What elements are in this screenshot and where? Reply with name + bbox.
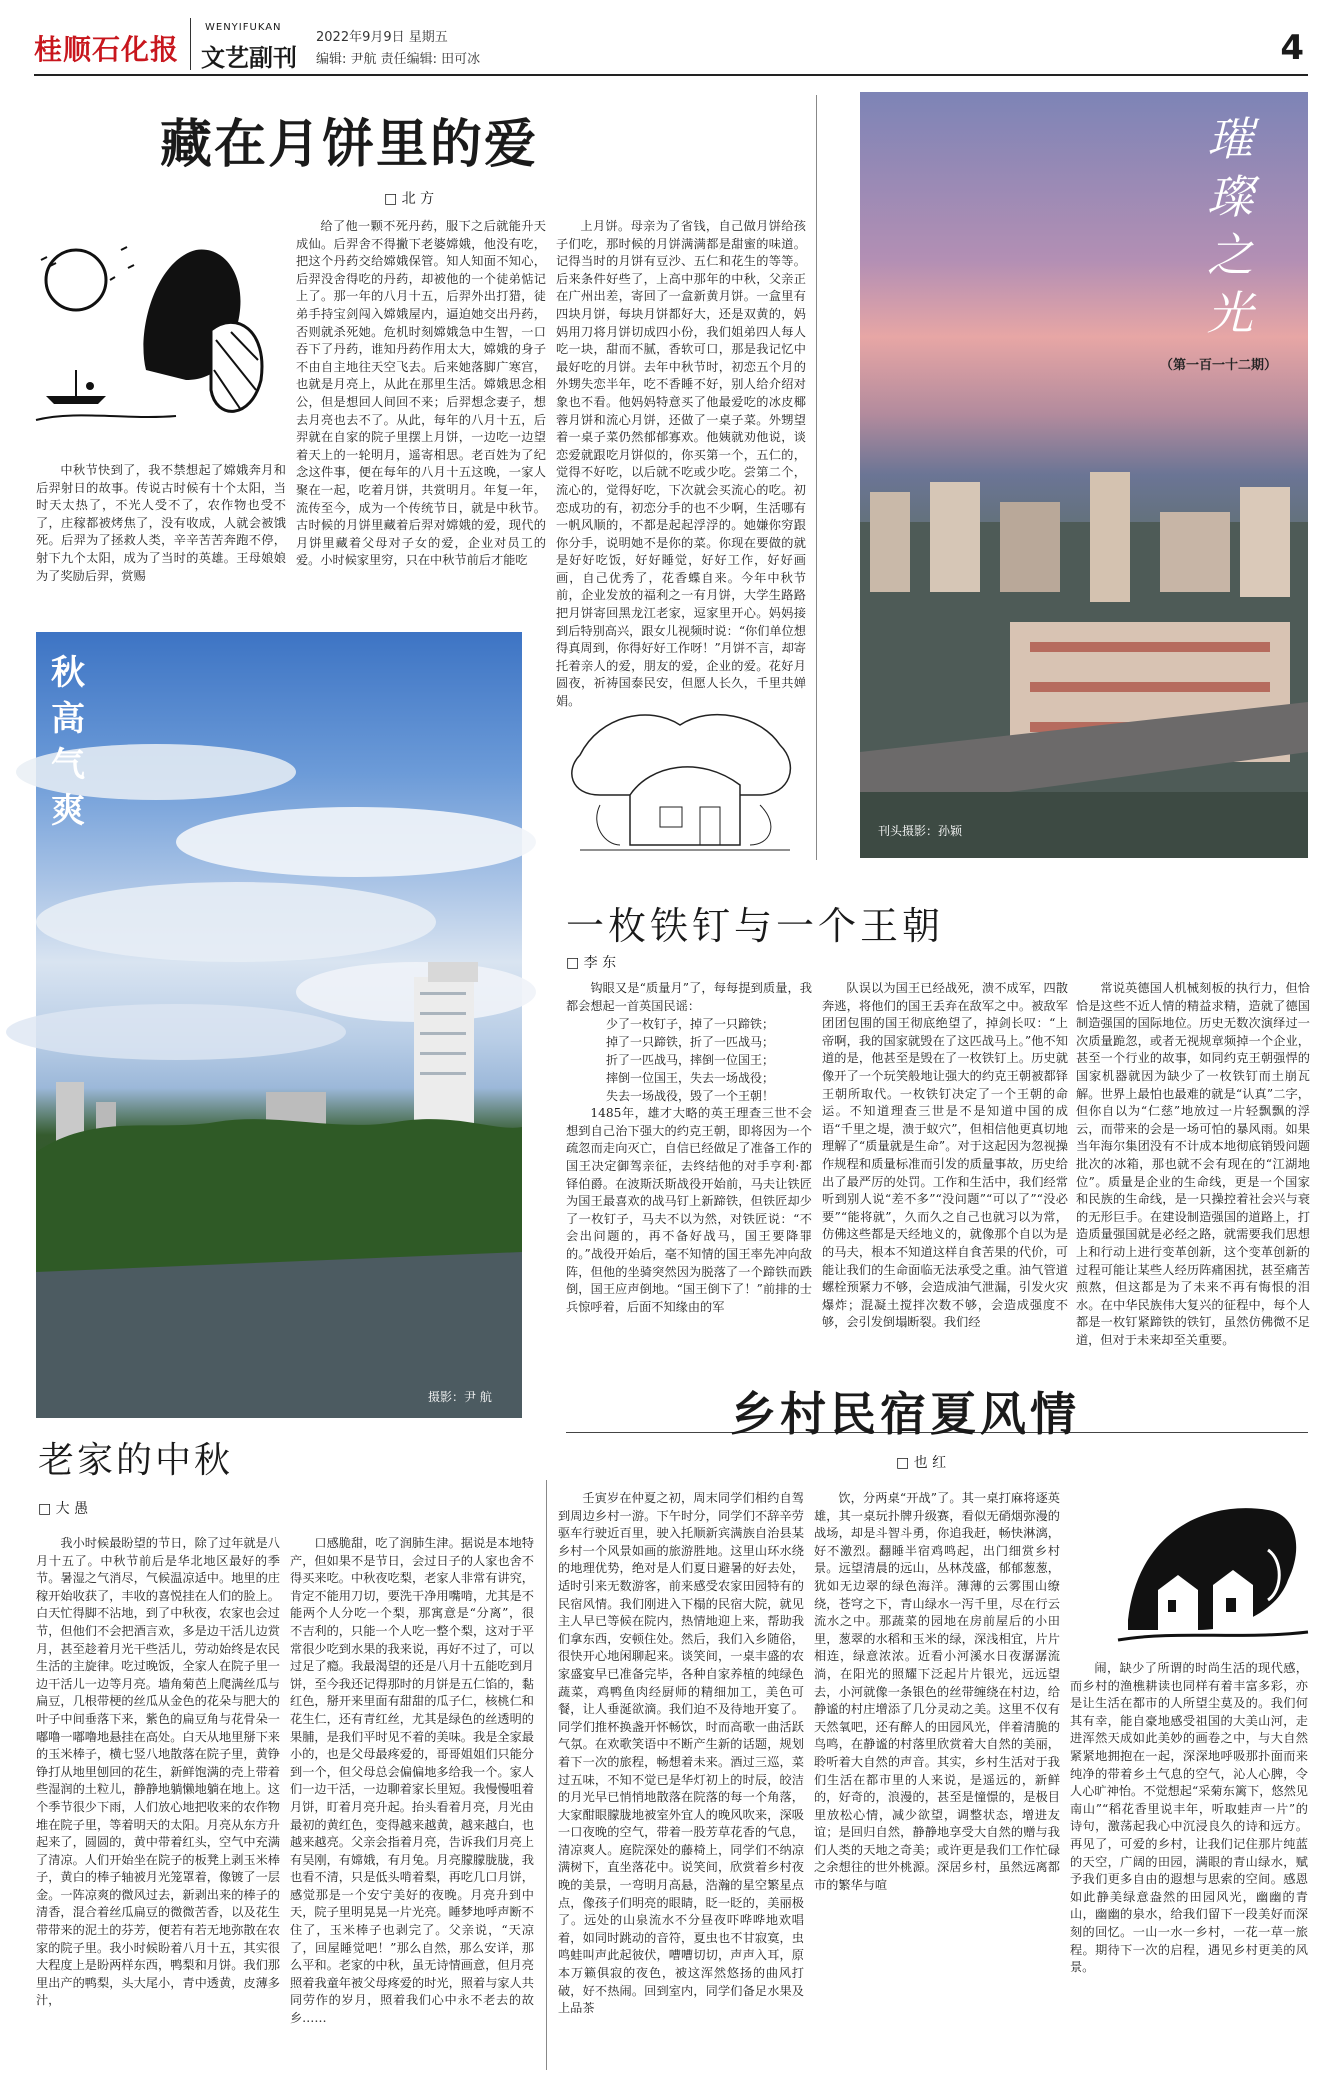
article4-title: 乡村民宿夏风情 [730, 1387, 1080, 1441]
article2-byline: □ 李 东 [566, 955, 617, 971]
city-skyline [860, 452, 1308, 858]
article3-column-b: 口感脆甜，吃了润肺生津。据说是本地特产，但如果不是节日，会过日子的人家也舍不得买来吃。中秋夜吃梨，老家人非常有讲究，肯定不能用刀切，要洗干净用嘴啃，尤其是不能两个人分吃一个梨，那寓意是“分离”，很不吉利的，只能一个人吃一整个梨，这对于平常很少吃到水果的我来说，再好不过了，可以过足了瘾。我最渴望的还是八月十五能吃到月饼，至今我还记得那时的月饼是五仁馅的，黏红色，掰开来里面有甜甜的瓜子仁，核桃仁和花生仁，还有青红丝，尤其是绿色的丝透明的果脯，是我们平时见不着的美味。我是全家最小的，也是父母最疼爱的，哥哥姐姐们只能分到一个，但父母总会偏偏地多给我一个。家人们一边干活，一边聊着家长里短。我慢慢咀着月饼，盯着月亮升起。抬头看着月亮，月光由最初的黄红色，变得越来越黄，越来越白，也越来越亮。父亲会指着月亮，告诉我们月亮上有吴刚，有嫦娥，有月兔。月亮朦朦胧胧，我也看不清，只是低头啃着梨，再吃几口月饼，感觉那是一个安宁美好的夜晚。月亮升到中天，院子里明晃晃一片光亮。睡梦地呼声断不住了，玉米棒子也剥完了。父亲说，“天凉了，回屋睡觉吧！”那么自然，那么安详，那么平和。老家的中秋，虽无诗情画意，但月亮照着我童年被父母疼爱的时光，照着与家人共同劳作的岁月，照着我们心中永不老去的故乡…… [290, 1536, 534, 2026]
article4-column-a: 壬寅岁在仲夏之初，周末同学们相约自驾到周边乡村一游。下午时分，同学们不辞辛劳驱车行驶近百里，驶入托顺新宾满族自治县某乡村一个风景如画的旅游胜地。这里山环水绕的地理优势，绝对是人们夏日避暑的好去处，适时引来无数游客，前来感受农家田园特有的民宿风情。我们刚进入下榻的民宿大院，就见主人早已等候在院内，热情地迎上来，帮助我们拿东西，安顿住处。然后，我们入乡随俗，很快开心地闲聊起来。谈笑间，一桌丰盛的农家盛宴早已准备完毕，各种自家养植的纯绿色蔬菜，鸡鸭鱼肉经厨师的精细加工，美色可餐，让人垂涎欲滴。我们迫不及待地开宴了。同学们推杯换盏开怀畅饮，时而高歌一曲活跃气氛。在欢歌笑语中不断产生新的话题，规划着下一次的旅程，畅想着未来。酒过三巡，菜过五味，不知不觉已是华灯初上的时辰，皎洁的月光早已悄悄地散落在院落的每一个角落，大家酣眼朦胧地被室外宜人的晚风吹来，深吸一口夜晚的空气，带着一股芳草花香的气息，清凉爽人。庭院深处的藤椅上，同学们不纳凉满树下，直坐落花中。说笑间，欣赏着乡村夜晚的美景，一弯明月高悬，浩瀚的星空繁星点点，像孩子们明亮的眼睛，眨一眨的，美丽极了。远处的山泉流水不分昼夜吓哗哗地欢唱着，如同时跳动的音符，夏虫也不甘寂寞，虫鸣蛙叫声此起彼伏，嘈嘈切切，声声入耳，原本万籁俱寂的夜色，被这浑然悠扬的曲风打破，好不热闹。回到室内，同学们备足水果及上品茶 [558, 1491, 804, 2016]
column-divider [816, 95, 817, 860]
article2-column-b: 队误以为国王已经战死，溃不成军，四散奔逃，将他们的国王丢弃在敌军之中。被敌军团团包围的国王彻底绝望了，掉剑长叹：“上帝啊，我的国家就毁在了这匹战马上。”他不知道的是，他甚至是毁在了一枚铁钉上。历史就像开了一个玩笑般地让强大的约克王朝被都铎王朝所取代。一枚铁钉决定了一个王朝的命运。不知道理查三世是不是知道中国的成语“千里之堤，溃于蚁穴”，但相信他更真切地理解了“质量就是生命”。对于这起因为忽视操作规程和质量标准而引发的质量事故，历史给出了最严厉的处罚。工作和生活中，我们经常听到别人说“差不多”“没问题”“可以了”“没必要”“能将就”，久而久之自己也就习以为常，仿佛这些都是天经地义的，就像那个自以为是的马夫，根本不知道这样自食苦果的代价，可能让我们的生命面临无法承受之重。油气管道螺栓预紧力不够，会造成油气泄漏，引发火灾爆炸；混凝土搅拌次数不够，会造成强度不够，会引发倒塌断裂。我们经 [822, 981, 1068, 1330]
moon-boat-illustration [36, 220, 276, 450]
section-box [190, 18, 303, 70]
autumn-photo [36, 632, 522, 1418]
article1-column-middle: 给了他一颗不死丹药，服下之后就能升天成仙。后羿舍不得撇下老婆嫦娥，他没有吃，把这个丹药交给嫦娥保管。知人知面不知心，后羿没舍得吃的丹药，却被他的一个徒弟惦记上了。那一年的八月十五，后羿外出打猎，徒弟手持宝剑闯入嫦娥屋内，逼迫她交出丹药，否则就杀死她。危机时刻嫦娥急中生智，一口吞下了丹药，谁知丹药作用太大，嫦娥的身子不由自主地往天空飞去。后来她落脚广寒宫，也就是月亮上，从此在那里生活。嫦娥思念相公，但是想回人间回不来；后羿想念妻子，想去月亮也去不了。从此，每年的八月十五，后羿就在自家的院子里摆上月饼，一边吃一边望着天上的一轮明月，遥寄相思。老百姓为了纪念这件事，便在每年的八月十五这晚，一家人聚在一起，吃着月饼，共赏明月。年复一年，流传至今，成为一个传统节日，就是中秋节。古时候的月饼里藏着后羿对嫦娥的爱，现代的月饼里藏着父母对子女的爱，企业对员工的爱。小时候家里穷，只在中秋节前后才能吃 [296, 219, 546, 568]
article2-title: 一枚铁钉与一个王朝 [566, 904, 945, 948]
article2-intro: 钩眼又是“质量月”了，每每提到质量，我都会想起一首英国民谣： [566, 981, 812, 1013]
article1-byline: □ 北 方 [384, 191, 435, 207]
article3-title: 老家的中秋 [38, 1440, 234, 1481]
poem-line: 少了一枚钉子，掉了一只蹄铁； [606, 1017, 775, 1032]
article2-column-a: 1485年，雄才大略的英王理查三世不会想到自己治下强大的约克王朝，即将因为一个疏忽而走向灭亡，自信已经做足了准备工作的国王决定御驾亲征，去终结他的对手亨利·都铎伯爵。在波斯沃斯战役开始前，马夫让铁匠为国王最喜欢的战马钉上新蹄铁，但铁匠却少了一枚钉子，马夫不以为然，对铁匠说：“不会出问题的，再不备好战马，国王要降罪的。”战役开始后，毫不知情的国王率先冲向敌阵，但他的坐骑突然因为脱落了一个蹄铁而跌倒，国王应声倒地。“国王倒下了！”前排的士兵惊呼着，后面不知缘由的军 [566, 1106, 812, 1314]
autumn-title [48, 650, 88, 834]
clouds-and-trees [36, 632, 522, 1418]
poem-line: 掉了一只蹄铁，折了一匹战马； [606, 1035, 775, 1050]
house-sketch-illustration [560, 695, 810, 865]
article2-column-a-wrap [566, 980, 812, 1425]
cover-title-char: 璀 [1207, 112, 1253, 166]
paper-name: 桂顺石化报 [34, 33, 180, 66]
autumn-credit: 摄影：尹 航 [428, 1390, 492, 1404]
autumn-title-char: 爽 [51, 791, 85, 831]
article1-column-right: 上月饼。母亲为了省钱，自己做月饼给孩子们吃，那时候的月饼满满都是甜蜜的味道。记得当时的月饼有豆沙、五仁和花生的等等。后来条件好些了，上高中那年的中秋，父亲正在广州出差，寄回了一盒新黄月饼。一盒里有四块月饼，每块月饼都好大，还是双黄的，妈妈用刀将月饼切成四小份，我们姐弟四人每人吃一块，甜而不腻，香软可口，那是我记忆中最好吃的月饼。去年中秋节时，初恋五个月的外甥失恋半年，吃不香睡不好，别人给介绍对象也不看。他妈妈特意买了他最爱吃的冰皮椰蓉月饼和流心月饼，还做了一桌子菜。外甥望着一桌子菜仍然郁郁寡欢。他姨就劝他说，谈恋爱就跟吃月饼似的，你买第一个，五仁的，觉得不好吃，以后就不吃或少吃。尝第二个，流心的，觉得好吃，下次就会买流心的吃。初恋成功的有，初恋分手的也不少啊，生活哪有一帆风顺的，不都是起起浮浮的。她嫌你穷跟你分手，说明她不是你的菜。你现在要做的就是好好吃饭，好好睡觉，好好工作，好好画画，自己优秀了，花香蝶自来。今年中秋节前，企业发放的福利之一有月饼，大学生路路把月饼寄回黑龙江老家，逗家里开心。妈妈接到后特别高兴，跟女儿视频时说：“你们单位想得真周到，你得好好工作呀！”月饼不言，却寄托着亲人的爱，朋友的爱，企业的爱。花好月圆夜，祈祷国泰民安，但愿人长久，千里共婵娟。 [556, 219, 806, 709]
masthead [34, 18, 1308, 76]
date-line: 2022年9月9日 星期五 [316, 30, 448, 45]
poem-line: 折了一匹战马，摔倒一位国王； [606, 1053, 775, 1068]
article3-column-a: 我小时候最盼望的节日，除了过年就是八月十五了。中秋节前后是华北地区最好的季节。暑湿之气消尽，气候温凉适中。地里的庄稼开始收获了，丰收的喜悦挂在人们的脸上。白天忙得脚不沾地，到了中秋夜，农家也会过节，但他们不会把酒言欢，多是边干活儿边赏月，甚至趁着月光干些活儿，劳动始终是农民生活的主旋律。吃过晚饭，全家人在院子里一边干活儿一边等月亮。墙角菊芭上爬满丝瓜与扁豆，几根带梗的丝瓜从金色的花朵与肥大的叶子中间垂落下来，紫色的扁豆角与花骨朵一嘟噜一嘟噜地悬挂在高处。白天从地里掰下来的玉米棒子，横七竖八地散落在院子里，黄铮铮打从地里刨回的花生，新鲜饱满的壳上带着些湿润的土粒儿，静静地躺懒地躺在地上。这个季节很少下雨，人们放心地把收来的农作物堆在院子里，等着明天的太阳。月亮从东方升起来了，圆圆的，黄中带着红头，空气中充满了清凉。人们开始坐在院子的板凳上剥玉米棒子，黄白的棒子轴被月光笼罩着，像镀了一层金。一阵凉爽的微风过去，新剥出来的棒子的清香，混合着丝瓜扁豆的微微苦香，以及花生带带来的泥土的芬芳，便若有若无地弥散在农家的院子里。我小时候盼着八月十五，其实很大程度上是盼两样东西，鸭梨和月饼。我们那里出产的鸭梨，头大尾小，青中透黄，皮薄多汁， [36, 1536, 280, 2008]
cover-title [1180, 110, 1280, 342]
article4-column-b: 饮，分两桌“开战”了。其一桌打麻将逐英雄，其一桌玩扑牌升级赛，看似无硝烟弥漫的战场，却是斗智斗勇，你追我赶，畅快淋漓，好不激烈。翻睡半宿鸡鸣起，出门细赏乡村景。远望清晨的远山，丛林茂盛，郁郁葱葱，犹如无边翠的绿色海洋。薄薄的云雾围山缭绕，苍穹之下，青山绿水一泻千里，尽在行云流水之中。那蔬菜的园地在房前屋后的小田里，葱翠的水稻和玉米的绿，深浅相宜，片片相连，绿意浓浓。近看小河溪水日夜潺潺流淌，在阳光的照耀下泛起片片银光，远远望去，小河就像一条银色的丝带缠绕在村边，给静谧的村庄增添了几分灵动之美。这里不仅有天然氧吧，还有醉人的田园风光，伴着清脆的鸟鸣，在静谧的村落里欣赏着大自然的美丽，聆听着大自然的声音。其实，乡村生活对于我们生活在都市里的人来说，是遥远的，新鲜的，好奇的，浪漫的，甚至是憧憬的，是极目里放松心情，减少欲望，调整状态，增进友谊；是回归自然，静静地享受大自然的赠与我们人类的天地之奇美；或许更是我们工作忙碌之余想往的世外桃源。深居乡村，虽然远离都市的繁华与喧 [814, 1491, 1060, 1893]
poem-line: 摔倒一位国王，失去一场战役； [606, 1071, 775, 1086]
autumn-title-char: 秋 [51, 653, 85, 693]
article1-column-left: 中秋节快到了，我不禁想起了嫦娥奔月和后羿射日的故事。传说古时候有十个太阳，当时天太热了，不光人受不了，农作物也受不了，庄稼都被烤焦了，没有收成，人就会被饿死。后羿为了拯救人类，辛辛苦苦奔跑不停，射下九个太阳，成为了当时的英雄。王母娘娘为了奖励后羿，赏赐 [36, 463, 286, 583]
article3-byline: □ 大 愚 [38, 1501, 89, 1517]
article2-column-c: 常说英德国人机械刻板的执行力，但恰恰是这些不近人情的精益求精，造就了德国制造强国的国际地位。历史无数次演绎过一次质量跪忽，或者无视规章频掉一个企业，甚至一个行业的故事，如同约克王朝强悍的国家机器就因为缺少了一枚铁钉而土崩瓦解。世界上最怕也最难的就是“认真”二字，但你自以为“仁慈”地放过一片轻飘飘的浮云，而带来的会是一场可怕的暴风雨。如果当年海尔集团没有不计成本地彻底销毁问题批次的冰箱，那也就不会有现在的“江湖地位”。质量是企业的生命线，更是一个国家和民族的生命线，是一只操控着社会兴与衰的无形巨手。在建设制造强国的道路上，打造质量强国就是必经之路，就需要我们思想上和行动上进行变革创新，这个变革创新的过程可能让某些人经历阵痛困扰，甚至痛苦煎熬，但这都是为了未来不再有悔恨的泪水。在中华民族伟大复兴的征程中，每个人都是一枚钉紧蹄铁的铁钉，虽然仿佛微不足道，但对于未来却至关重要。 [1076, 981, 1310, 1347]
editor-line: 编辑: 尹航 责任编辑: 田可冰 [316, 52, 481, 67]
cover-title-char: 璨 [1207, 170, 1253, 224]
section-title: 文艺副刊 [201, 44, 297, 72]
cover-title-char: 光 [1207, 286, 1253, 340]
cover-photo [860, 92, 1308, 858]
poem-line: 失去一场战役，毁了一个王朝！ [606, 1089, 775, 1104]
autumn-title-char: 气 [51, 745, 85, 785]
section-en: WENYIFUKAN [205, 22, 282, 33]
article2-poem [566, 1015, 812, 1105]
cover-issue: （第一百一十二期） [1160, 358, 1278, 373]
cover-title-char: 之 [1207, 228, 1253, 282]
article4-byline: □ 也 红 [896, 1455, 947, 1471]
article3-divider [546, 1480, 547, 2070]
village-woodcut-illustration [1118, 1490, 1308, 1650]
cover-credit: 刊头摄影：孙颖 [878, 824, 963, 838]
autumn-title-char: 高 [51, 699, 85, 739]
article1-title: 藏在月饼里的爱 [160, 115, 539, 175]
page-number: 4 [1280, 28, 1304, 68]
article4-column-c: 闹，缺少了所谓的时尚生活的现代感，而乡村的渔樵耕读也同样有着丰富多彩，亦是让生活在都市的人所望尘莫及的。我们何其有幸，能自豪地感受祖国的大美山河，走进浑然天成如此美妙的画卷之中，与大自然紧紧地拥抱在一起，深深地呼吸那扑面而来纯净的带着乡土气息的空气，沁人心脾，令人心旷神怡。不觉想起“采菊东篱下，悠然见南山”“稻花香里说丰年，听取蛙声一片”的诗句，激荡起我心中沉浸良久的诗和远方。再见了，可爱的乡村，让我们记住那片纯蓝的天空，广阔的田园，满眼的青山绿水，赋予我们更多自由的遐想与思索的空间。感恩如此静美绿意盎然的田园风光，幽幽的青山，幽幽的泉水，给我们留下一段美好而深刻的回忆。一山一水一乡村，一花一草一旅程。期待下一次的启程，遇见乡村更美的风景。 [1070, 1661, 1308, 1975]
